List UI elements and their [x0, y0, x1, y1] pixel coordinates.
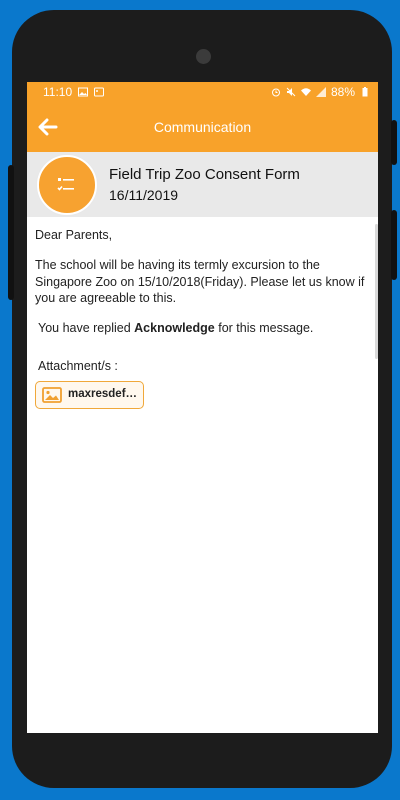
- wifi-icon: [301, 87, 311, 97]
- attachment-name: maxresdef…: [68, 388, 138, 401]
- message-text: The school will be having its termly excursion to the Singapore Zoo on 15/10/2018(Friday). Please let us know if you are agreeable to this.: [35, 258, 365, 305]
- status-time: 11:10: [43, 85, 73, 99]
- message-type-badge: [37, 155, 97, 215]
- attachment-chip[interactable]: [35, 381, 144, 409]
- phone-side-button: [391, 210, 397, 280]
- battery-icon: [360, 87, 370, 97]
- signal-icon: [316, 87, 326, 97]
- phone-side-button: [8, 165, 14, 300]
- message-body: [27, 217, 378, 419]
- camera-icon: [196, 49, 211, 64]
- message-greeting: Dear Parents,: [35, 228, 113, 242]
- message-title: Field Trip Zoo Consent Form: [109, 166, 300, 183]
- reply-status: [38, 320, 370, 336]
- reply-suffix: for this message.: [218, 321, 314, 335]
- reply-prefix: You have replied: [38, 321, 131, 335]
- mute-icon: [286, 87, 296, 97]
- checklist-icon: [56, 174, 78, 196]
- alarm-icon: [271, 87, 281, 97]
- app-screen: [27, 82, 378, 733]
- scrollbar[interactable]: [375, 224, 378, 359]
- battery-percent: 88%: [330, 85, 355, 99]
- reply-value: Acknowledge: [134, 321, 215, 335]
- back-arrow-icon[interactable]: [37, 116, 59, 138]
- phone-side-button: [391, 120, 397, 165]
- gallery-notification-icon: [94, 87, 104, 97]
- app-bar: [27, 102, 378, 152]
- message-header: [27, 152, 378, 217]
- image-file-icon: [42, 387, 62, 403]
- status-bar: [27, 82, 378, 102]
- message-date: 16/11/2019: [109, 187, 179, 203]
- page-title: Communication: [153, 119, 252, 135]
- image-notification-icon: [78, 87, 88, 97]
- attachments-label: Attachment/s :: [38, 359, 118, 374]
